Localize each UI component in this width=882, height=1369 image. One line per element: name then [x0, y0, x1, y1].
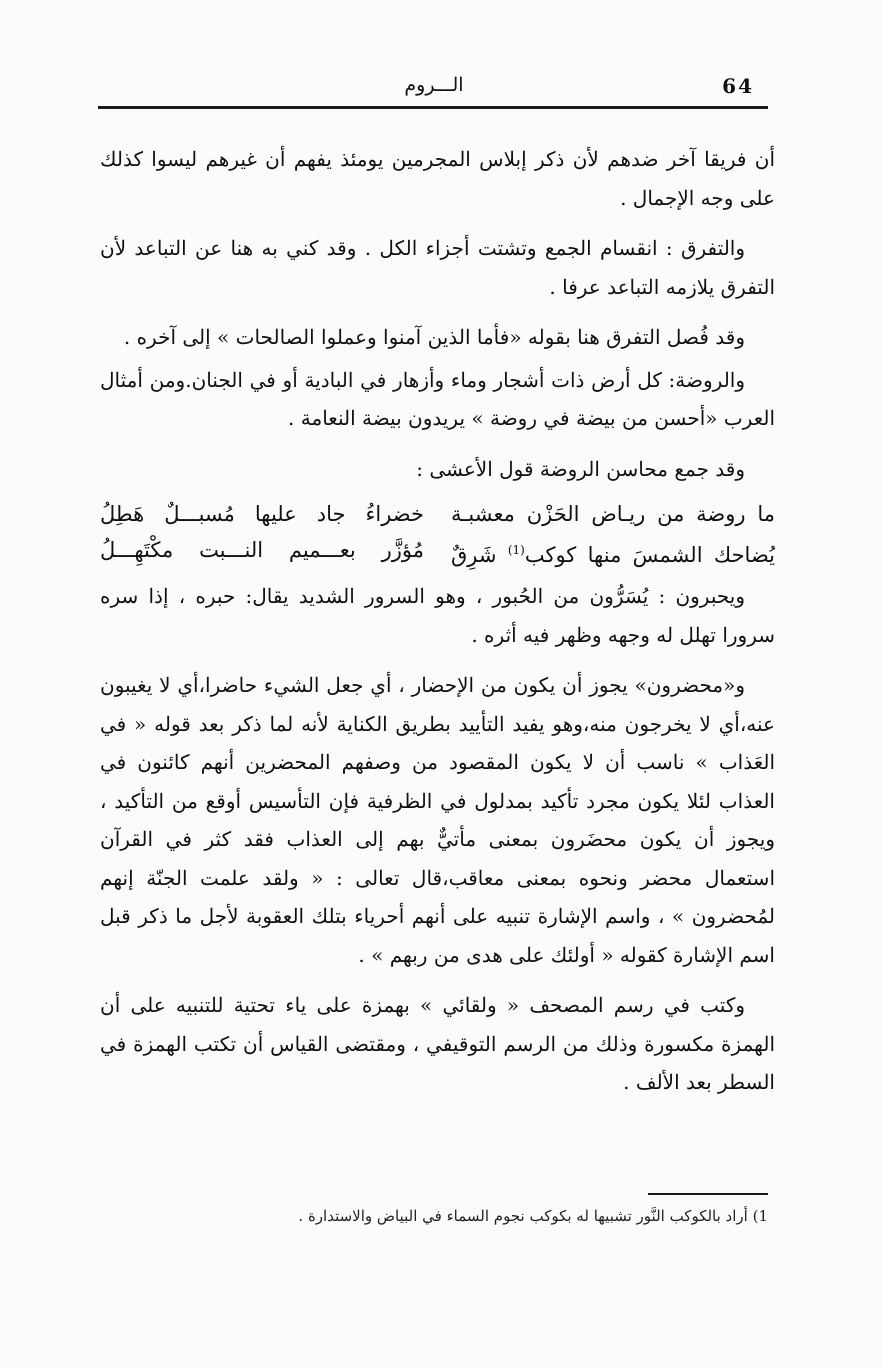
hemistich-text: يُضاحك الشمسَ منها كوكب: [524, 543, 776, 567]
footnote-rule: [648, 1193, 768, 1195]
paragraph: أن فريقا آخر ضدهم لأن ذكر إبلاس المجرمين يومئذ يفهم أن غيرهم ليسوا كذلك على وجه الإجمال .: [100, 147, 775, 210]
paragraph: و«محضرون» يجوز أن يكون من الإحضار ، أي جعل الشيء حاضرا،أي لا يغيبون عنه،أي لا يخرجون منه،وهو يفيد التأييد بطريق الكناية لأنه لما ذكر بعد قوله « في العَذاب » ناسب أن لا يكون المقصود من وصفهم المحضرين أنهم كائنون في العذاب لئلا يكون مجرد تأكيد بمدلول في الظرفية فإن التأسيس أوقع من التأكيد ، ويجوز أن يكون محضَرون بمعنى مأتيٌّ بهم إلى العذاب فقد كثر في القرآن استعمال محضر ونحوه بمعنى معاقب،قال تعالى : « ولقد علمت الجنّة إنهم لمُحضرون » ، واسم الإشارة تنبيه على أنهم أحرياء بتلك العقوبة لأجل ما ذكر قبل اسم الإشارة كقوله « أولئك على هدى من ربهم » .: [100, 673, 775, 967]
paragraph: وكتب في رسم المصحف « ولقائي » بهمزة على ياء تحتية للتنبيه على أن الهمزة مكسورة وذلك من الرسم التوقيفي ، ومقتضى القياس أن تكتب الهمزة في السطر بعد الألف .: [100, 993, 775, 1094]
paragraph: والروضة: كل أرض ذات أشجار وماء وأزهار في البادية أو في الجنان.ومن أمثال العرب «أحسن من بيضة في روضة » يريدون بيضة النعامة .: [100, 367, 775, 430]
paragraph: والتفرق : انقسام الجمع وتشتت أجزاء الكل . وقد كني به هنا عن التباعد لأن التفرق يلازمه التباعد عرفا .: [100, 236, 775, 299]
hemistich: خضراءُ جاد عليها مُسبـــلٌ هَطِلُ: [100, 502, 424, 526]
footnote-reference[interactable]: (1): [507, 543, 525, 557]
hemistich: ما روضة من ريـاض الحَزْن معشبـة: [451, 502, 775, 526]
hemistich: [451, 532, 775, 573]
verse-line: [100, 496, 775, 532]
page-number: 64: [722, 74, 754, 98]
hemistich-text-end: شَرِقٌ: [451, 543, 508, 567]
verse-line: [100, 532, 775, 573]
paragraph: ويحبرون : يُسَرُّون من الحُبور ، وهو السرور الشديد يقال: حبره ، إذا سره سرورا تهلل له وجهه وظهر فيه أثره .: [100, 584, 775, 647]
hemistich: مُؤزَّر بعـــميم النـــبت مكْتَهِـــلُ: [100, 538, 424, 562]
paragraph: وقد فُصل التفرق هنا بقوله «فأما الذين آمنوا وعملوا الصالحات » إلى آخره .: [123, 325, 745, 349]
page-header: [100, 70, 768, 104]
footnote: 1) أراد بالكوكب النَّور تشبيها له بكوكب نجوم السماء في البياض والاستدارة .: [298, 1207, 768, 1225]
poem-verse: [100, 496, 775, 573]
paragraph: وقد جمع محاسن الروضة قول الأعشى :: [416, 456, 745, 481]
running-title: الـــروم: [404, 74, 464, 96]
header-rule: [98, 106, 768, 109]
page-body: [100, 140, 775, 1114]
